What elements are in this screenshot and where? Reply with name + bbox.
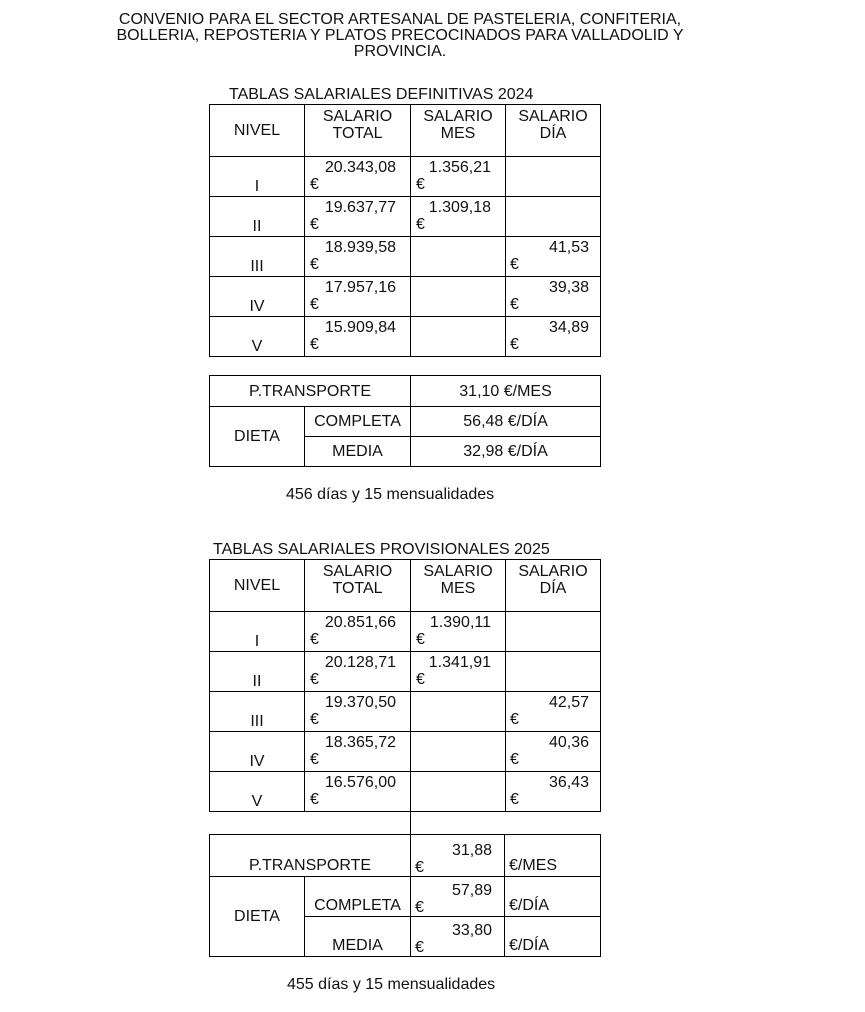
amount: 41,53 — [548, 239, 589, 256]
nivel-cell: II — [210, 197, 305, 237]
amount: 33,80 — [451, 922, 493, 939]
amount: 20.343,08 — [324, 159, 396, 176]
media-unit: €/DÍA — [505, 917, 601, 957]
salario-dia-cell — [506, 277, 601, 317]
euro-sign: € — [310, 671, 319, 688]
salario-total-cell — [305, 237, 411, 277]
table-row — [210, 197, 601, 237]
salario-dia-cell — [506, 612, 601, 652]
euro-sign: € — [416, 671, 425, 688]
table-row — [210, 772, 601, 812]
salario-dia-cell — [506, 157, 601, 197]
transporte-unit: €/MES — [505, 835, 601, 877]
euro-sign: € — [310, 791, 319, 808]
salario-dia-cell — [506, 237, 601, 277]
media-value-cell — [411, 917, 505, 957]
salario-mes-cell — [411, 652, 506, 692]
salario-mes-cell — [411, 772, 506, 812]
header-line: SALARIO — [423, 108, 493, 125]
table-row — [210, 237, 601, 277]
header-salario-mes — [411, 105, 506, 157]
completa-value-cell — [411, 877, 505, 917]
euro-sign: € — [310, 216, 319, 233]
amount: 1.341,91 — [428, 654, 491, 671]
salario-total-cell — [305, 652, 411, 692]
nivel-cell: I — [210, 157, 305, 197]
salario-total-cell — [305, 197, 411, 237]
salario-total-cell — [305, 317, 411, 357]
salario-dia-cell — [506, 692, 601, 732]
salario-dia-cell — [506, 317, 601, 357]
table-row — [210, 277, 601, 317]
nivel-cell: IV — [210, 277, 305, 317]
amount: 34,89 — [548, 319, 589, 336]
salario-mes-cell — [411, 197, 506, 237]
title-line: CONVENIO PARA EL SECTOR ARTESANAL DE PASTELERIA, CONFITERIA, — [118, 11, 682, 28]
header-line: SALARIO — [518, 108, 588, 125]
euro-sign: € — [416, 631, 425, 648]
salario-dia-cell — [506, 772, 601, 812]
salario-dia-cell — [506, 197, 601, 237]
media-value: 32,98 €/DÍA — [411, 437, 601, 467]
salario-total-cell — [305, 157, 411, 197]
table-row — [210, 317, 601, 357]
dieta-completa-row — [210, 407, 601, 437]
salario-dia-cell — [506, 732, 601, 772]
amount: 36,43 — [548, 774, 589, 791]
amount: 1.390,11 — [429, 614, 491, 631]
salario-mes-cell — [411, 732, 506, 772]
transporte-row — [210, 835, 601, 877]
header-line: SALARIO — [423, 563, 493, 580]
salary-table-2025 — [209, 559, 601, 812]
transporte-label: P.TRANSPORTE — [210, 376, 411, 407]
euro-sign: € — [416, 216, 425, 233]
salario-mes-cell — [411, 277, 506, 317]
euro-sign: € — [415, 899, 424, 916]
header-line: SALARIO — [322, 108, 393, 125]
header-line: SALARIO — [518, 563, 588, 580]
salario-total-cell — [305, 772, 411, 812]
nivel-cell: III — [210, 692, 305, 732]
euro-sign: € — [510, 711, 519, 728]
euro-sign: € — [310, 296, 319, 313]
amount: 31,88 — [451, 842, 493, 859]
amount: 1.309,18 — [428, 199, 491, 216]
dieta-label: DIETA — [210, 877, 305, 957]
salario-total-cell — [305, 732, 411, 772]
salario-mes-cell — [411, 157, 506, 197]
table-2024-title: TABLAS SALARIALES DEFINITIVAS 2024 — [229, 86, 534, 103]
dieta-completa-row — [210, 877, 601, 917]
nivel-cell: II — [210, 652, 305, 692]
connector-line — [410, 808, 411, 834]
euro-sign: € — [415, 939, 424, 956]
salario-mes-cell — [411, 612, 506, 652]
header-salario-total — [305, 560, 411, 612]
header-line: DÍA — [539, 580, 567, 597]
dieta-label: DIETA — [210, 407, 305, 467]
salario-total-cell — [305, 612, 411, 652]
salary-table-2024 — [209, 104, 601, 357]
completa-value: 56,48 €/DÍA — [411, 407, 601, 437]
header-line: SALARIO — [322, 563, 393, 580]
note-2025: 455 días y 15 mensualidades — [287, 976, 496, 993]
amount: 39,38 — [548, 279, 589, 296]
extras-table-2025 — [209, 834, 601, 957]
header-line: MES — [440, 125, 476, 142]
euro-sign: € — [310, 711, 319, 728]
header-nivel: NIVEL — [210, 560, 305, 612]
euro-sign: € — [310, 256, 319, 273]
media-label: MEDIA — [305, 917, 411, 957]
euro-sign: € — [310, 631, 319, 648]
euro-sign: € — [510, 256, 519, 273]
nivel-cell: V — [210, 317, 305, 357]
nivel-cell: V — [210, 772, 305, 812]
salario-mes-cell — [411, 317, 506, 357]
header-nivel: NIVEL — [210, 105, 305, 157]
euro-sign: € — [415, 859, 424, 876]
amount: 20.851,66 — [324, 614, 396, 631]
nivel-cell: IV — [210, 732, 305, 772]
transporte-label: P.TRANSPORTE — [210, 835, 411, 877]
transporte-row — [210, 376, 601, 407]
table-row — [210, 692, 601, 732]
table-row — [210, 157, 601, 197]
completa-label: COMPLETA — [305, 407, 411, 437]
euro-sign: € — [310, 176, 319, 193]
amount: 17.957,16 — [324, 279, 396, 296]
transporte-value: 31,10 €/MES — [411, 376, 601, 407]
header-line: TOTAL — [332, 580, 383, 597]
salario-total-cell — [305, 277, 411, 317]
amount: 40,36 — [548, 734, 589, 751]
euro-sign: € — [310, 336, 319, 353]
completa-unit: €/DÍA — [505, 877, 601, 917]
transporte-value-cell — [411, 835, 505, 877]
amount: 42,57 — [548, 694, 589, 711]
table-row — [210, 612, 601, 652]
completa-label: COMPLETA — [305, 877, 411, 917]
header-line: TOTAL — [332, 125, 383, 142]
table-row — [210, 652, 601, 692]
salario-dia-cell — [506, 652, 601, 692]
title-line: PROVINCIA. — [353, 43, 447, 60]
amount: 18.365,72 — [324, 734, 396, 751]
amount: 57,89 — [451, 882, 493, 899]
nivel-cell: III — [210, 237, 305, 277]
amount: 19.370,50 — [324, 694, 396, 711]
header-salario-dia — [506, 560, 601, 612]
amount: 16.576,00 — [324, 774, 396, 791]
euro-sign: € — [510, 336, 519, 353]
euro-sign: € — [510, 296, 519, 313]
media-label: MEDIA — [305, 437, 411, 467]
euro-sign: € — [310, 751, 319, 768]
extras-table-2024 — [209, 375, 601, 467]
salario-mes-cell — [411, 692, 506, 732]
title-line: BOLLERIA, REPOSTERIA Y PLATOS PRECOCINADOS PARA VALLADOLID Y — [116, 27, 684, 44]
table-header-row — [210, 105, 601, 157]
nivel-cell: I — [210, 612, 305, 652]
euro-sign: € — [416, 176, 425, 193]
euro-sign: € — [510, 791, 519, 808]
header-salario-dia — [506, 105, 601, 157]
header-salario-mes — [411, 560, 506, 612]
amount: 19.637,77 — [324, 199, 396, 216]
amount: 20.128,71 — [324, 654, 396, 671]
salario-total-cell — [305, 692, 411, 732]
salario-mes-cell — [411, 237, 506, 277]
note-2024: 456 días y 15 mensualidades — [286, 486, 495, 503]
amount: 1.356,21 — [428, 159, 491, 176]
euro-sign: € — [510, 751, 519, 768]
amount: 18.939,58 — [324, 239, 396, 256]
header-line: MES — [440, 580, 476, 597]
table-header-row — [210, 560, 601, 612]
amount: 15.909,84 — [324, 319, 396, 336]
header-salario-total — [305, 105, 411, 157]
document-title — [80, 12, 720, 60]
table-2025-title: TABLAS SALARIALES PROVISIONALES 2025 — [213, 541, 550, 558]
header-line: DÍA — [539, 125, 567, 142]
table-row — [210, 732, 601, 772]
